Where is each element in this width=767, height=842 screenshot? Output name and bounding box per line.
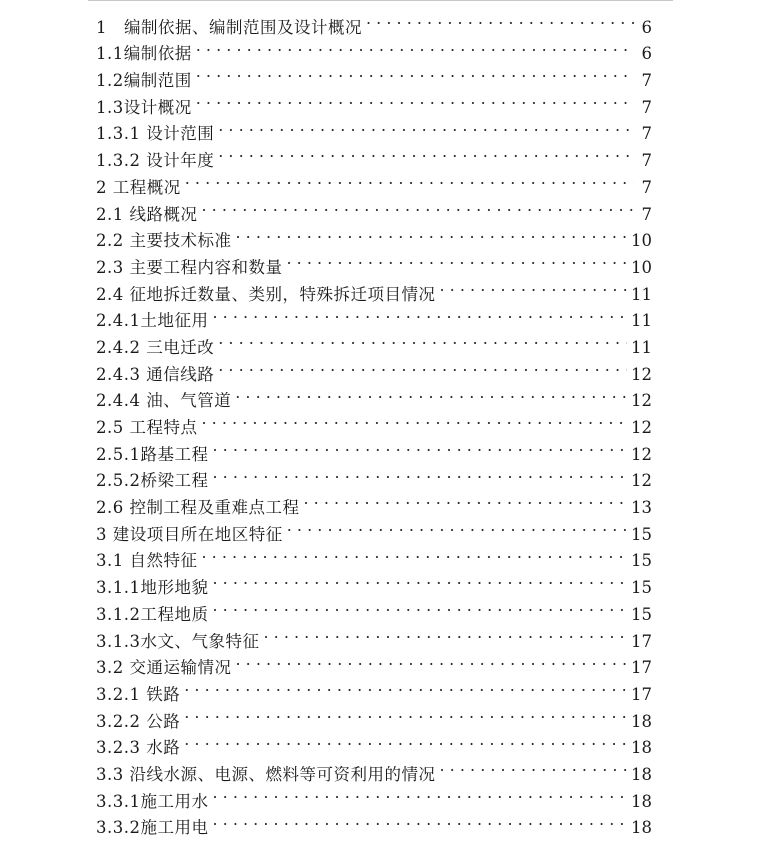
- toc-dot-leader: [202, 193, 635, 220]
- toc-dot-leader: [218, 326, 627, 353]
- toc-dot-leader: [202, 406, 628, 433]
- toc-entry-title: 2.2 主要技术标准: [96, 231, 232, 251]
- toc-dot-leader: [196, 59, 634, 86]
- toc-entry-page-number: 7: [641, 204, 652, 224]
- toc-entry-page-number: 7: [641, 151, 652, 171]
- toc-entry-page-number: 7: [641, 177, 652, 197]
- toc-entry-title: 1.3.2 设计年度: [96, 151, 215, 171]
- toc-entry-page-number: 15: [631, 604, 652, 624]
- toc-entry-page-number: 7: [641, 97, 652, 117]
- toc-dot-leader: [212, 460, 627, 487]
- toc-entry-page-number: 11: [631, 337, 652, 357]
- toc-entry-title: 2 工程概况: [96, 177, 181, 197]
- toc-dot-leader: [212, 433, 627, 460]
- toc-entry-page-number: 12: [631, 471, 652, 491]
- toc-dot-leader: [304, 486, 628, 513]
- toc-dot-leader: [287, 246, 628, 273]
- toc-dot-leader: [212, 566, 627, 593]
- toc-entry-page-number: 11: [631, 284, 652, 304]
- toc-dot-leader: [235, 380, 627, 407]
- toc-dot-leader: [184, 700, 627, 727]
- toc-entry-title: 3.2 交通运输情况: [96, 658, 232, 678]
- toc-dot-leader: [184, 673, 627, 700]
- toc-dot-leader: [185, 166, 634, 193]
- toc-entry-title: 1 编制依据、编制范围及设计概况: [96, 17, 362, 37]
- toc-entry-title: 1.2编制范围: [96, 71, 192, 91]
- toc-dot-leader: [287, 513, 627, 540]
- toc-entry-title: 1.3设计概况: [96, 97, 192, 117]
- toc-entry-title: 3.2.3 水路: [96, 738, 181, 758]
- toc-dot-leader: [218, 113, 634, 140]
- toc-dot-leader: [236, 220, 628, 247]
- page-top-border: [88, 0, 673, 5]
- toc-entry-page-number: 18: [631, 711, 652, 731]
- toc-entry-page-number: 18: [631, 738, 652, 758]
- toc-entry-title: 1.1编制依据: [96, 44, 192, 64]
- toc-entry-page-number: 12: [631, 391, 652, 411]
- toc-dot-leader: [218, 139, 634, 166]
- toc-dot-leader: [263, 620, 627, 647]
- toc-entry-title: 3.3 沿线水源、电源、燃料等可资利用的情况: [96, 764, 436, 784]
- toc-dot-leader: [196, 33, 634, 60]
- toc-entry-title: 2.5.2桥梁工程: [96, 471, 209, 491]
- toc-entry-page-number: 7: [641, 124, 652, 144]
- toc-entry-title: 2.6 控制工程及重难点工程: [96, 498, 300, 518]
- toc-entry-title: 2.4.1土地征用: [96, 311, 209, 331]
- toc-dot-leader: [212, 807, 627, 834]
- toc-dot-leader: [184, 727, 627, 754]
- toc-entry-title: 2.4.4 油、气管道: [96, 391, 232, 411]
- toc-dot-leader: [440, 273, 628, 300]
- toc-entry-title: 2.5.1路基工程: [96, 444, 209, 464]
- toc-entry-title: 3.2.2 公路: [96, 711, 181, 731]
- toc-dot-leader: [212, 300, 627, 327]
- toc-dot-leader: [212, 780, 627, 807]
- toc-entry-page-number: 7: [641, 71, 652, 91]
- toc-entry-title: 1.3.1 设计范围: [96, 124, 215, 144]
- toc-entry-page-number: 18: [631, 818, 652, 838]
- toc-entry-page-number: 12: [631, 444, 652, 464]
- toc-entry[interactable]: [96, 6, 652, 37]
- toc-entry-title: 3.1.1地形地貌: [96, 578, 209, 598]
- toc-dot-leader: [366, 6, 634, 33]
- toc-entry-title: 3.2.1 铁路: [96, 684, 181, 704]
- toc-entry-page-number: 12: [631, 418, 652, 437]
- toc-entry-page-number: 6: [641, 44, 652, 64]
- toc-dot-leader: [196, 86, 634, 113]
- toc-entry-title: 3.1.3水文、气象特征: [96, 631, 260, 651]
- toc-entry-page-number: 10: [631, 231, 652, 251]
- toc-entry-title: 3.3.1施工用水: [96, 791, 209, 811]
- toc-entry-page-number: 11: [631, 311, 652, 331]
- toc-dot-leader: [202, 540, 628, 567]
- toc-dot-leader: [218, 353, 627, 380]
- toc-entry-title: 3.1.2工程地质: [96, 604, 209, 624]
- toc-dot-leader: [440, 753, 628, 780]
- toc-entry-page-number: 17: [631, 658, 652, 678]
- toc-entry-page-number: 10: [631, 257, 652, 277]
- toc-entry-page-number: 15: [631, 551, 652, 571]
- toc-entry-page-number: 12: [631, 364, 652, 384]
- toc-entry-page-number: 15: [631, 578, 652, 598]
- toc-entry-title: 2.1 线路概况: [96, 204, 198, 224]
- toc-entry-title: 3.1 自然特征: [96, 551, 198, 571]
- toc-entry-page-number: 15: [631, 524, 652, 544]
- toc-entry-title: 2.4.3 通信线路: [96, 364, 215, 384]
- toc-entry-title: 3.3.2施工用电: [96, 818, 209, 838]
- table-of-contents: [96, 6, 652, 838]
- toc-entry-page-number: 18: [631, 764, 652, 784]
- toc-entry-page-number: 13: [631, 498, 652, 518]
- toc-entry-title: 2.4.2 三电迁改: [96, 337, 215, 357]
- toc-dot-leader: [236, 647, 628, 674]
- toc-entry-title: 2.4 征地拆迁数量、类别，特殊拆迁项目情况: [96, 284, 436, 304]
- toc-entry-page-number: 17: [631, 684, 652, 704]
- toc-dot-leader: [212, 593, 627, 620]
- toc-entry-page-number: 17: [631, 631, 652, 651]
- toc-entry-title: 2.5 工程特点: [96, 418, 198, 437]
- toc-entry-page-number: 18: [631, 791, 652, 811]
- toc-entry-title: 2.3 主要工程内容和数量: [96, 257, 283, 277]
- toc-entry-title: 3 建设项目所在地区特征: [96, 524, 283, 544]
- toc-entry-page-number: 6: [641, 17, 652, 37]
